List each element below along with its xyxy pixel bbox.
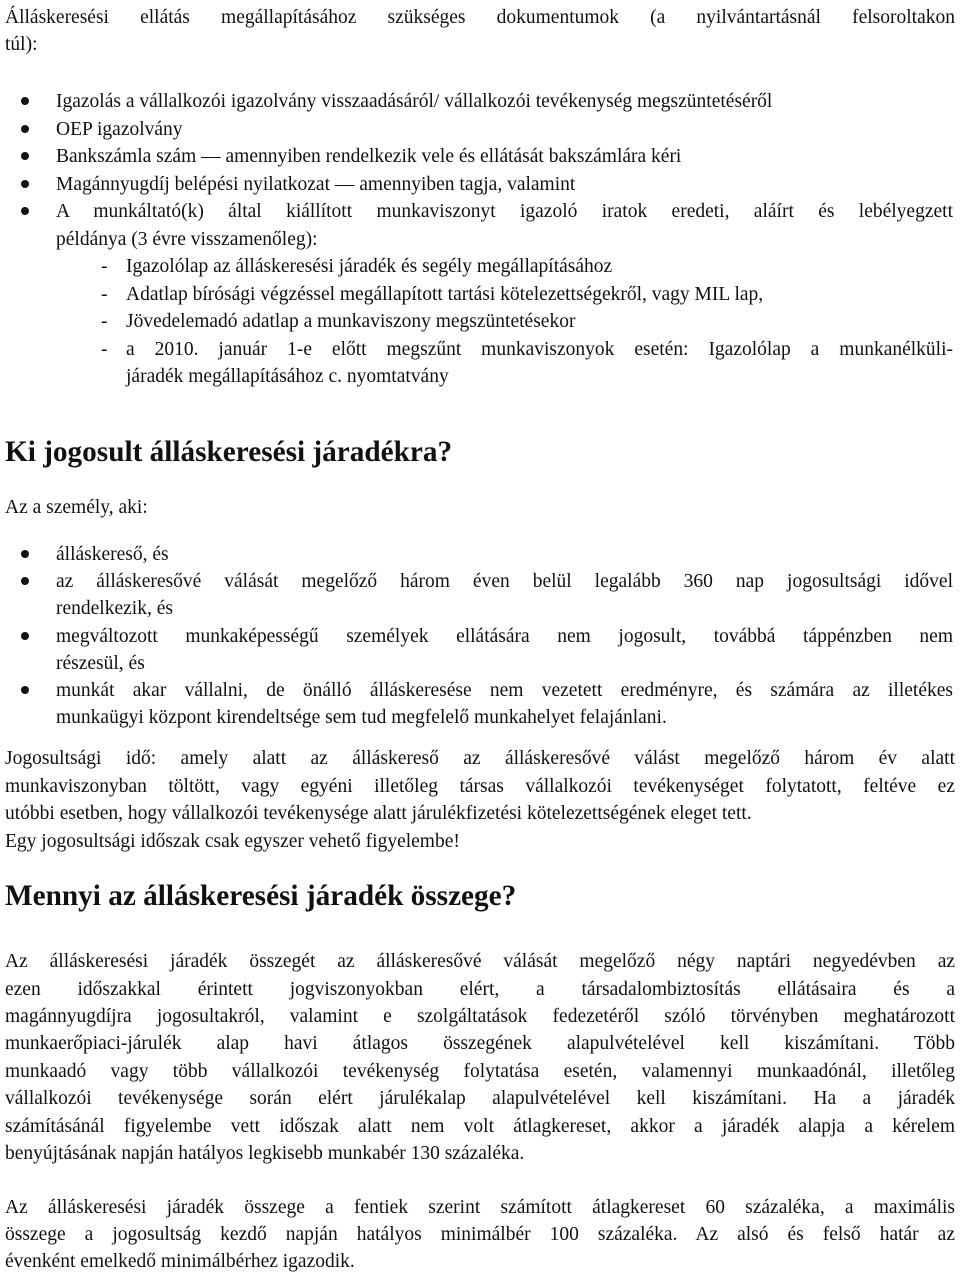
paragraph-line: vállalkozói tevékenysége során elért járulékalap alapulvételével kell kiszámítani. Ha a járadék xyxy=(5,1088,955,1109)
list-item-continuation: példánya (3 évre visszamenőleg): xyxy=(56,229,318,250)
dash-marker: - xyxy=(101,339,108,360)
list-item-continuation: részesül, és xyxy=(56,653,145,674)
dash-marker: - xyxy=(101,284,108,305)
paragraph-line: munkaadó vagy több vállalkozói tevékenység folytatása esetén, valamennyi munkaadónál, illetőleg xyxy=(5,1061,955,1082)
section-heading: Mennyi az álláskeresési járadék összege? xyxy=(5,880,517,912)
paragraph-line: utóbbi esetben, hogy vállalkozói tevékenysége alatt járulékfizetési kötelezettségének eleget tett. xyxy=(5,803,752,824)
bullet-icon xyxy=(21,686,29,694)
paragraph-line: Az álláskeresési járadék összege a fentiek szerint számított átlagkereset 60 százaléka, a maximális xyxy=(5,1197,955,1218)
sub-list-item: Igazolólap az álláskeresési járadék és segély megállapításához xyxy=(126,256,613,277)
bullet-icon xyxy=(21,550,29,558)
paragraph-line: munkaerőpiaci-járulék alap havi átlagos összegének alapulvételével kell kiszámítani. Több xyxy=(5,1033,955,1054)
dash-marker: - xyxy=(101,256,108,277)
bullet-icon xyxy=(21,577,29,585)
bullet-icon xyxy=(21,97,29,105)
paragraph-line: Jogosultsági idő: amely alatt az álláskereső az álláskeresővé válást megelőző három év alatt xyxy=(5,748,955,769)
list-item: OEP igazolvány xyxy=(56,119,183,140)
sub-list-item: a 2010. január 1-e előtt megszűnt munkaviszonyok esetén: Igazolólap a munkanélküli- xyxy=(126,339,953,360)
bullet-icon xyxy=(21,180,29,188)
paragraph-line: ezen időszakkal érintett jogviszonyokban elért, a társadalombiztosítás ellátásaira és a xyxy=(5,979,955,1000)
sub-list-item: Adatlap bírósági végzéssel megállapított tartási kötelezettségekről, vagy MIL lap, xyxy=(126,284,764,305)
paragraph-line: benyújtásának napján hatályos legkisebb munkabér 130 százaléka. xyxy=(5,1143,525,1164)
paragraph-line: évenként emelkedő minimálbérhez igazodik. xyxy=(5,1251,355,1272)
paragraph-line: számításánál figyelembe vett időszak alatt nem volt átlagkereset, akkor a járadék alapja a kérelem xyxy=(5,1116,955,1137)
list-item: munkát akar vállalni, de önálló álláskeresése nem vezetett eredményre, és számára az illetékes xyxy=(56,680,953,701)
paragraph-line: Egy jogosultsági időszak csak egyszer vehető figyelembe! xyxy=(5,831,460,852)
sub-list-item: Jövedelemadó adatlap a munkaviszony megszüntetésekor xyxy=(126,311,576,332)
paragraph-line: magánnyugdíjra jogosultakról, valamint e szolgáltatások fedezetéről szóló törvényben meghatározott xyxy=(5,1006,955,1027)
intro-line-1: Álláskeresési ellátás megállapításához szükséges dokumentumok (a nyilvántartásnál felsoroltakon xyxy=(5,7,955,28)
list-item: megváltozott munkaképességű személyek ellátására nem jogosult, továbbá táppénzben nem xyxy=(56,626,953,647)
list-item: A munkáltató(k) által kiállított munkaviszonyt igazoló iratok eredeti, aláírt és lebélyegzett xyxy=(56,201,953,222)
section-lead: Az a személy, aki: xyxy=(5,497,148,518)
paragraph-line: Az álláskeresési járadék összegét az álláskeresővé válását megelőző négy naptári negyedévben az xyxy=(5,951,955,972)
sub-list-item-continuation: járadék megállapításához c. nyomtatvány xyxy=(126,366,449,387)
paragraph-line: munkaviszonyban töltött, vagy egyéni illetőleg társas vállalkozói tevékenységet folytatott, feltéve ez xyxy=(5,776,955,797)
intro-line-2: túl): xyxy=(5,34,38,55)
list-item-continuation: munkaügyi központ kirendeltsége sem tud megfelelő munkahelyet felajánlani. xyxy=(56,707,667,728)
list-item-continuation: rendelkezik, és xyxy=(56,598,173,619)
paragraph-line: összege a jogosultság kezdő napján hatályos minimálbér 100 százaléka. Az alsó és felső határ az xyxy=(5,1224,955,1245)
section-heading: Ki jogosult álláskeresési járadékra? xyxy=(5,436,453,468)
list-item: álláskereső, és xyxy=(56,544,169,565)
list-item: Igazolás a vállalkozói igazolvány visszaadásáról/ vállalkozói tevékenység megszüntetéséről xyxy=(56,91,773,112)
bullet-icon xyxy=(21,207,29,215)
dash-marker: - xyxy=(101,311,108,332)
list-item: az álláskeresővé válását megelőző három éven belül legalább 360 nap jogosultsági idővel xyxy=(56,571,953,592)
bullet-icon xyxy=(21,125,29,133)
list-item: Magánnyugdíj belépési nyilatkozat — amennyiben tagja, valamint xyxy=(56,174,576,195)
list-item: Bankszámla szám — amennyiben rendelkezik vele és ellátását bakszámlára kéri xyxy=(56,146,682,167)
bullet-icon xyxy=(21,632,29,640)
bullet-icon xyxy=(21,152,29,160)
